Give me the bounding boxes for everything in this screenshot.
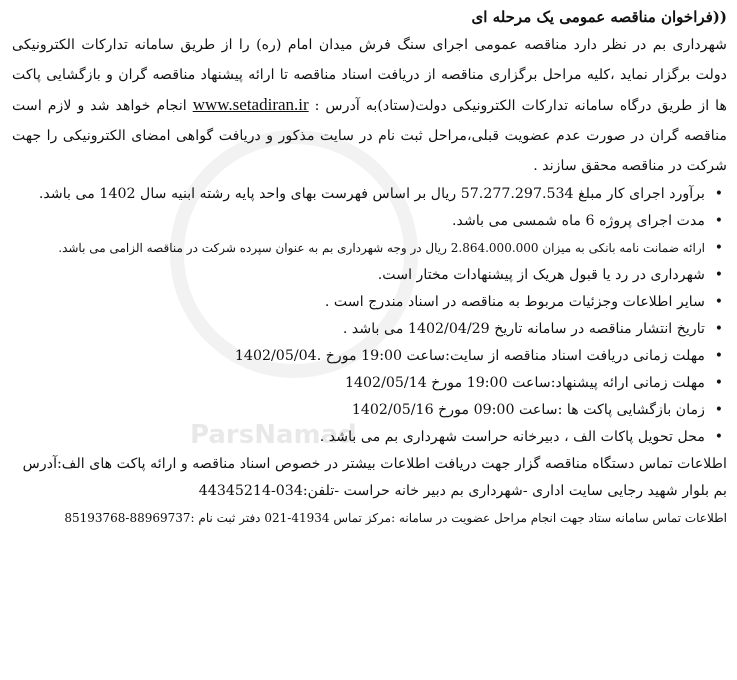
watermark-text: ParsNamad [190,420,357,450]
list-item-publish-date: • تاریخ انتشار مناقصه در سامانه تاریخ 1402/04/29 می باشد . [12,316,705,343]
list-item-details: • سایر اطلاعات وجزئیات مربوط به مناقصه در اسناد مندرج است . [12,289,705,316]
intro-text-1: شهرداری بم در نظر دارد مناقصه عمومی اجرای سنگ فرش میدان امام (ره) را از طریق سامانه تدارکات الکترونیکی دولت برگزار نماید ،کلیه مراحل برگزاری مناقصه از دریافت اسناد مناقصه تا ارائه پیشنهاد مناقصه گران و بازگشایی پاکت ها از طریق درگاه سامانه تدارکات الکترونیکی دولت(ستاد)به آدرس : [12,37,727,114]
intro-paragraph [12,30,727,181]
contact-info: اطلاعات تماس دستگاه مناقصه گزار جهت دریافت اطلاعات بیشتر در خصوص اسناد مناقصه و ارائه پاکت های الف:آدرس بم بلوار شهید رجایی سایت اداری -شهرداری بم دبیر خانه حراست -تلفن:034-44345214 [22,456,727,499]
list-item-delivery: • محل تحویل پاکات الف ، دبیرخانه حراست شهرداری بم می باشد . [12,424,705,451]
list-item-guarantee: • ارائه ضمانت نامه بانکی به میزان 2.864.000.000 ریال در وجه شهرداری بم به عنوان سپرده شرکت در مناقصه الزامی می باشد. [12,235,705,262]
notice-content [12,4,727,532]
list-item-opening: • زمان بازگشایی پاکت ها :ساعت 09:00 مورخ 1402/05/16 [12,397,705,424]
notice-title: ((فراخوان مناقصه عمومی یک مرحله ای [471,8,727,26]
list-item-bid-deadline: • مهلت زمانی ارائه پیشنهاد:ساعت 19:00 مورخ 1402/05/14 [12,370,705,397]
setad-link[interactable]: www.setadiran.ir [192,95,309,114]
list-item-doc-deadline: • مهلت زمانی دریافت اسناد مناقصه از سایت:ساعت 19:00 مورخ .1402/05/04 [12,343,705,370]
notice-items-list [12,181,727,451]
list-item-rights: • شهرداری در رد یا قبول هریک از پیشنهادات مختار است. [12,262,705,289]
list-item-duration: • مدت اجرای پروژه 6 ماه شمسی می باشد. [12,208,705,235]
setad-contact-info: اطلاعات تماس سامانه ستاد جهت انجام مراحل عضویت در سامانه :مرکز تماس 41934-021 دفتر ثبت نام :88969737-85193768 [64,511,727,525]
intro-text-2: انجام خواهد شد و لازم است مناقصه گران در صورت عدم عضویت قبلی،مراحل ثبت نام در سایت مذکور و دریافت گواهی امضای الکترونیکی را جهت شرکت در مناقصه محقق سازند . [12,98,727,174]
list-item-estimate: • برآورد اجرای کار مبلغ 57.277.297.534 ریال بر اساس فهرست بهای واحد پایه رشته ابنیه سال 1402 می باشد. [12,181,705,208]
